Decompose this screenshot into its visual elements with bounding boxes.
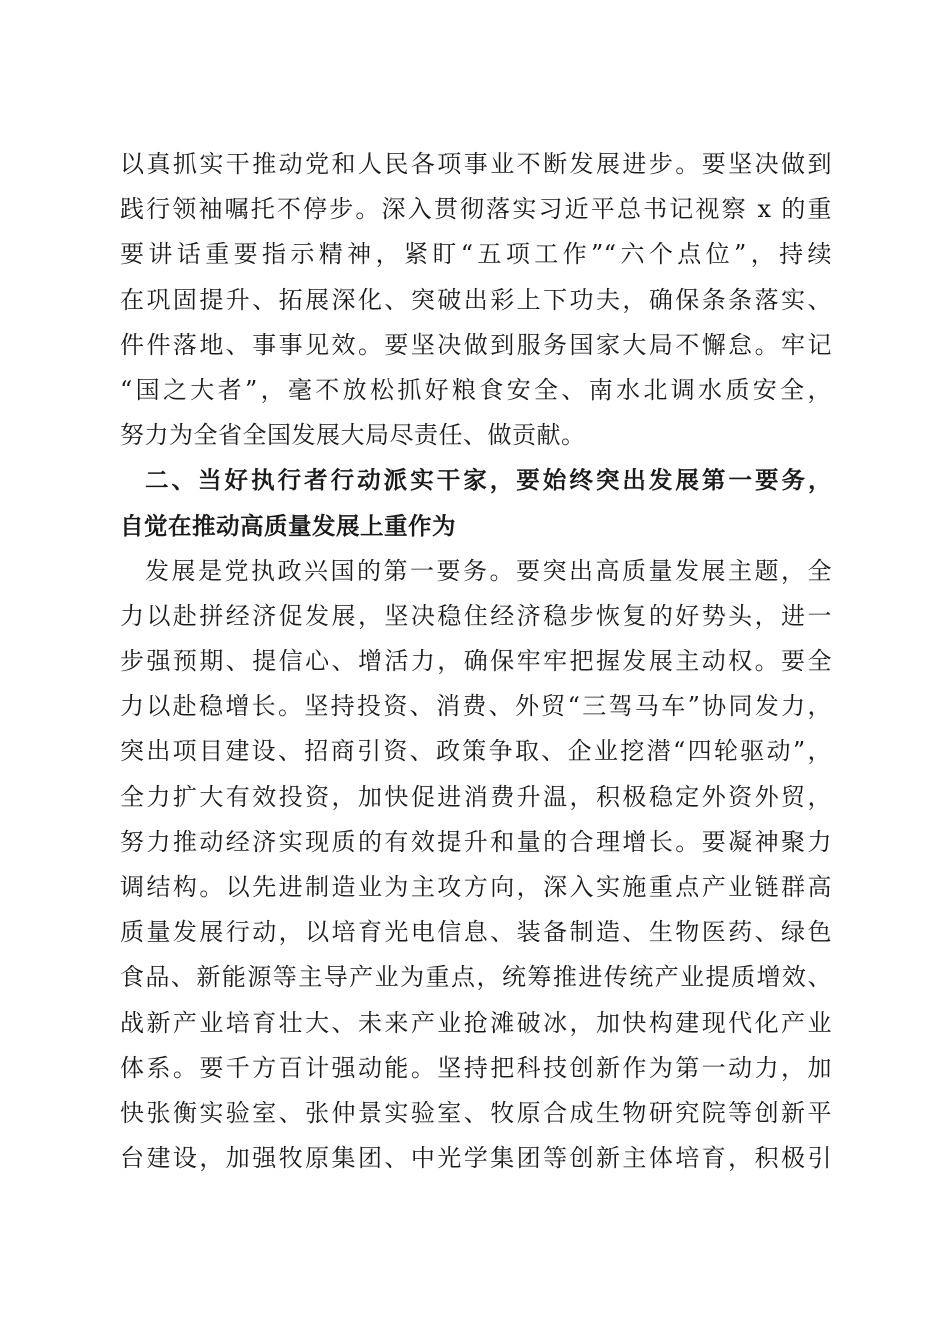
paragraph-line: 快张衡实验室、张仲景实验室、牧原合成生物研究院等创新平 xyxy=(120,1098,832,1127)
paragraph-line: 战新产业培育壮大、未来产业抢滩破冰，加快构建现代化产业 xyxy=(120,1008,832,1037)
document-body xyxy=(120,142,832,1181)
paragraph-line: 力以赴稳增长。坚持投资、消费、外贸“三驾马车”协同发力， xyxy=(120,692,832,721)
paragraph-2 xyxy=(120,549,832,1182)
paragraph-line: 发展是党执政兴国的第一要务。要突出高质量发展主题，全 xyxy=(145,556,832,585)
paragraph-1 xyxy=(120,142,832,458)
heading-line: 二、当好执行者行动派实干家，要始终突出发展第一要务， xyxy=(145,466,832,495)
paragraph-line: “国之大者”，毫不放松抓好粮食安全、南水北调水质安全， xyxy=(120,375,832,404)
paragraph-line: 努力为全省全国发展大局尽责任、做贡献。 xyxy=(120,421,586,450)
paragraph-line: 台建设，加强牧原集团、中光学集团等创新主体培育，积极引 xyxy=(120,1144,832,1173)
paragraph-line: 努力推动经济实现质的有效提升和量的合理增长。要凝神聚力 xyxy=(120,827,832,856)
section-heading xyxy=(120,458,832,548)
heading-line: 自觉在推动高质量发展上重作为 xyxy=(120,511,456,540)
paragraph-line: 全力扩大有效投资，加快促进消费升温，积极稳定外资外贸， xyxy=(120,782,832,811)
paragraph-line: 体系。要千方百计强动能。坚持把科技创新作为第一动力，加 xyxy=(120,1053,832,1082)
paragraph-line: 以真抓实干推动党和人民各项事业不断发展进步。要坚决做到 xyxy=(120,150,832,178)
paragraph-line: 质量发展行动，以培育光电信息、装备制造、生物医药、绿色 xyxy=(120,918,832,947)
paragraph-line: 调结构。以先进制造业为主攻方向，深入实施重点产业链群高 xyxy=(120,873,832,901)
paragraph-line: 践行领袖嘱托不停步。深入贯彻落实习近平总书记视察 x 的重 xyxy=(120,195,832,224)
paragraph-line: 件件落地、事事见效。要坚决做到服务国家大局不懈怠。牢记 xyxy=(120,330,832,359)
paragraph-line: 突出项目建设、招商引资、政策争取、企业挖潜“四轮驱动”， xyxy=(120,737,832,766)
paragraph-line: 在巩固提升、拓展深化、突破出彩上下功夫，确保条条落实、 xyxy=(120,285,832,314)
paragraph-line: 步强预期、提信心、增活力，确保牢牢把握发展主动权。要全 xyxy=(120,647,832,676)
paragraph-line: 力以赴拼经济促发展，坚决稳住经济稳步恢复的好势头，进一 xyxy=(120,601,832,630)
paragraph-line: 食品、新能源等主导产业为重点，统筹推进传统产业提质增效、 xyxy=(120,963,832,992)
paragraph-line: 要讲话重要指示精神，紧盯“五项工作”“六个点位”，持续 xyxy=(120,240,832,269)
